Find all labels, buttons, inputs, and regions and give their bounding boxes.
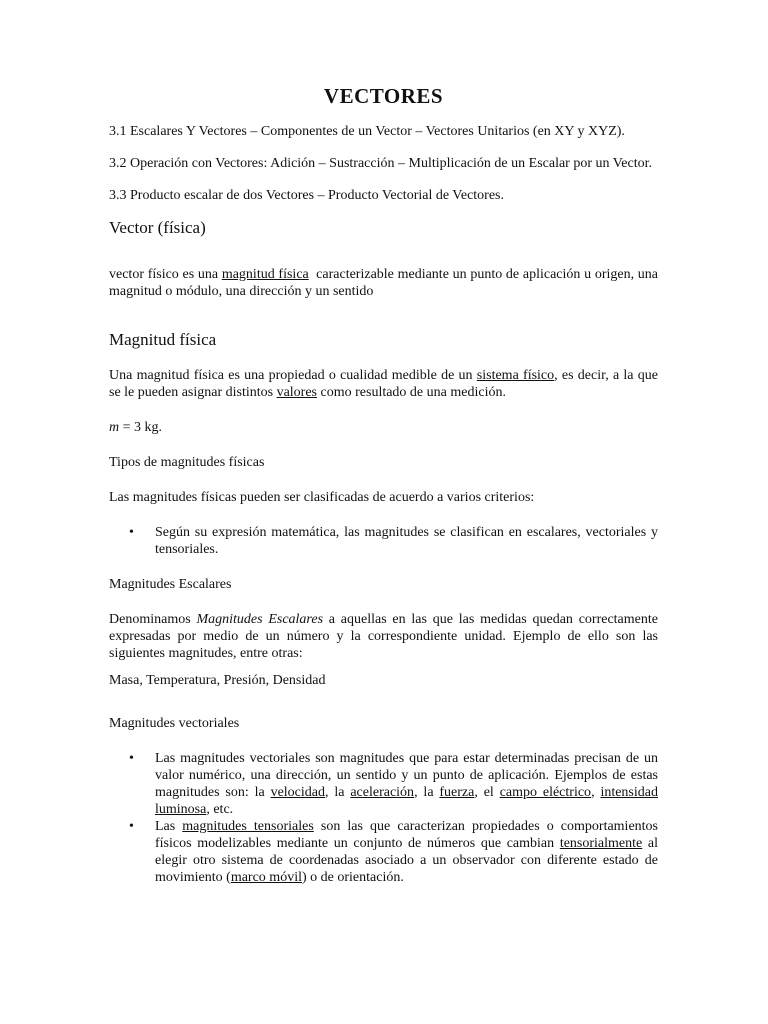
tipos-magnitudes: Tipos de magnitudes físicas [109,455,265,470]
link-sistema-fisico[interactable]: sistema físico [476,368,555,383]
heading-magnitud-fisica: Magnitud física [109,330,217,349]
link-intensidad-luminosa[interactable]: intensidad luminosa [155,785,658,817]
link-magnitudes-tensoriales[interactable]: magnitudes tensoriales [182,819,314,834]
magnitud-definition [109,367,658,401]
vectoriales-text-end: , etc. [206,802,234,817]
vector-def-text-b: caracterizable mediante un punto de aplicación u origen, una magnitud o módulo, una dirección y un sentido [109,267,662,299]
link-aceleracion[interactable]: aceleración [350,785,415,800]
example-value: = 3 kg. [119,420,163,435]
vector-definition [109,266,662,300]
link-fuerza[interactable]: fuerza [439,785,475,800]
tensoriales-text-a: Las [155,819,183,834]
link-valores[interactable]: valores [276,385,318,400]
magnitud-def-text-a: Una magnitud física es una propiedad o cualidad medible de un [109,368,477,383]
example-mass [109,419,658,436]
list-item [109,818,658,886]
escalares-text-a: Denominamos [109,612,197,627]
document-page [109,84,662,886]
toc-item-3-1: 3.1 Escalares Y Vectores – Componentes de un Vector – Vectores Unitarios (en XY y XYZ). [109,124,625,139]
link-velocidad[interactable]: velocidad [270,785,325,800]
toc-item-3-3: 3.3 Producto escalar de dos Vectores – Producto Vectorial de Vectores. [109,188,505,203]
heading-magnitudes-escalares: Magnitudes Escalares [109,577,232,592]
heading-vector-fisica: Vector (física) [109,218,206,237]
tensoriales-text-b: son las que caracterizan propiedades o comportamientos físicos modelizables mediante un conjunto de números que cambian [155,819,658,851]
magnitud-def-text-c: como resultado de una medición. [317,385,506,400]
bullet-icon: • [129,819,134,834]
bullet-icon: • [129,525,134,540]
magnitud-def-text-b: , es decir, a la que se le pueden asignar distintos [109,368,658,400]
vector-def-text-a: vector físico es una [109,267,222,282]
page-title: VECTORES [323,84,444,108]
toc-item-3-2: 3.2 Operación con Vectores: Adición – Sustracción – Multiplicación de un Escalar por un Vector. [109,156,653,171]
heading-magnitudes-vectoriales: Magnitudes vectoriales [109,716,240,731]
clasificadas-text: Las magnitudes físicas pueden ser clasificadas de acuerdo a varios criterios: [109,490,535,505]
link-tensorialmente[interactable]: tensorialmente [559,836,643,851]
link-magnitud-fisica[interactable]: magnitud física [221,267,309,282]
sep: , [591,785,601,800]
vectoriales-list [109,750,658,886]
tensoriales-text-c: al elegir otro sistema de coordenadas asociado a un observador con diferente estado de movimiento ( [155,836,659,885]
vectoriales-text-a: Las magnitudes vectoriales son magnitudes que para estar determinadas precisan de un valor numérico, una dirección, un sentido y un punto de aplicación. Ejemplos de estas magnitudes son: la [155,751,658,800]
clasificacion-list [109,524,658,558]
escalares-emphasis: Magnitudes Escalares [196,612,324,627]
link-marco-movil[interactable]: marco móvil [230,870,302,885]
escalares-text-b: a aquellas en las que las medidas quedan correctamente expresadas por medio de un número y la correspondiente unidad. Ejemplo de ello son las siguientes magnitudes, entre otras: [109,612,658,661]
escalares-definition [109,611,658,662]
bullet-icon: • [129,751,134,766]
list-item-text: Según su expresión matemática, las magnitudes se clasifican en escalares, vectoriales y tensoriales. [155,525,658,557]
list-item [109,524,658,558]
sep: , la [325,785,351,800]
sep: , la [414,785,440,800]
list-item [109,750,658,818]
escalares-examples: Masa, Temperatura, Presión, Densidad [109,673,326,688]
example-variable: m [109,420,120,435]
tensoriales-text-d: ) o de orientación. [301,870,404,885]
link-campo-electrico[interactable]: campo eléctrico [499,785,592,800]
sep: , el [474,785,500,800]
